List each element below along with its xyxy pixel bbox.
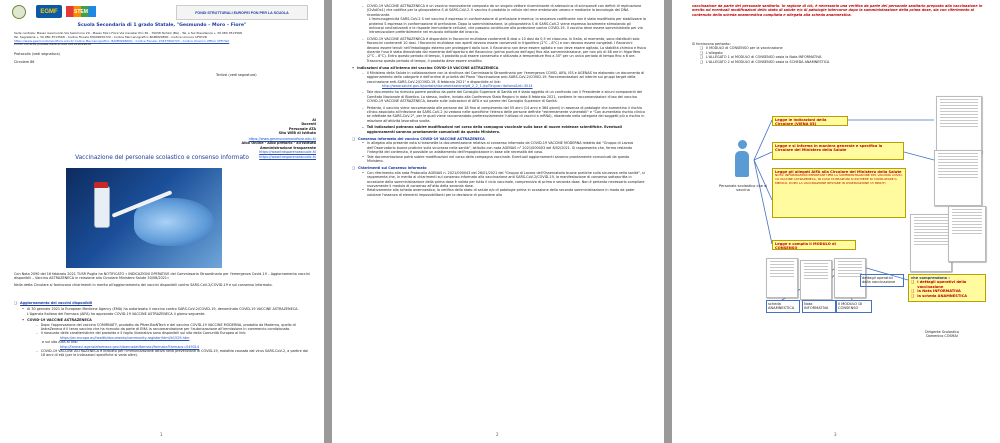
checkbox-bullet-icon: ❑	[911, 280, 915, 285]
contact-line[interactable]: https://www.gesmundomorofiore.edu.it/ Codice Meccanografico: BAMM29800Q - Codice Fiscale: 93437800723 - Codice Univoco Ufficio UFE7GX	[14, 38, 230, 43]
paragraph: Il Ministero della Salute in collaborazione con la struttura del Commissario Straordinario per l'emergenza COVID, AIFA, ISS e AGENAS ha elaborato un documento di aggiornamento della categorie e dell'ordine di priorità del Piano "Vaccinazione anti-SARS-CoV-2/COVID-19. Raccomandazioni ad interim sui gruppi target della vaccinazione anti-SARS-CoV-2/COVID-19. 8 febbraio 2021" e disponibile al link:	[366, 70, 645, 84]
attachment-text: L'ALLEGATO 1 al MODULO di CONSENSO ossia la Nota INFORMATIVA	[706, 55, 822, 60]
section-heading-vaccini	[14, 301, 310, 305]
trasparenza-link[interactable]: https://www.trasparenzascuole.it/	[259, 154, 316, 159]
paragraph: Tali indicazioni potranno subire modificazioni nel corso della campagna vaccinale sulla base di nuove evidenze scientifiche. Eventuali aggiornamenti saranno prontamente comunicati da questo Ministero.	[366, 125, 622, 134]
section-heading-text: Aggiornamento dei vaccini disponibili	[20, 301, 93, 305]
checkbox-bullet-icon: ❑	[352, 166, 356, 171]
dash-icon: –	[362, 105, 364, 110]
step-box-3	[772, 168, 906, 218]
doc-caption-scheda: scheda ANAMNESTICA	[766, 300, 800, 313]
bullet-icon: •	[362, 170, 364, 175]
summary-title: che comprendono :	[911, 276, 950, 280]
list-item	[362, 171, 646, 189]
person-icon	[734, 140, 750, 180]
bullet-icon: •	[22, 307, 24, 312]
paragraph: COVID-19 VACCINE ASTRAZENECA è un vaccino monovalente composto da un singolo vettore ricombinante di adenovirus di scimpanzé con deficit di replicazione (ChAdOx1) che codifica per la glicoproteina S di SARS-CoV-2. Il vaccino è prodotto in cellule del rene embrionale umano e mediante la tecnologia del DNA ricombinante.	[366, 4, 642, 17]
doc-caption-modulo: Il MODULO DI CONSENSO	[836, 300, 872, 313]
sub-list-text: e sul sito AIFA al link:	[42, 340, 78, 345]
recipient: Ai	[312, 118, 316, 122]
summary-item-text: la scheda ANAMNESTICA	[917, 293, 968, 298]
signature-name: Domenico COSMAI	[926, 334, 958, 339]
dash-icon: –	[362, 4, 364, 8]
document-thumbnail	[910, 214, 952, 272]
bullet-icon: •	[22, 318, 25, 323]
document-page-2	[332, 0, 664, 443]
document-title: Vaccinazione del personale scolastico e consenso informato	[75, 155, 249, 161]
top-text: vaccinazione da parte del personale sanitario. In ragione di ciò, è necessaria una verifica da parte del personale sanitario preposto alla vaccinazione in merito ad eventuali modificazioni dello stato di salute e/o di patologie intercorse dopo la somministrazione della prima dose, sia con riferimento al contenuto della scheda anamnestica compilata e allegata alla scheda anamnestica.	[692, 4, 983, 17]
attachments-intro: Si forniscono pertanto:	[692, 42, 731, 46]
glove-hand-shape	[134, 198, 214, 246]
list-item	[362, 90, 646, 103]
aifa-link[interactable]: http://farmaci.agenziafarmaco.gov.it/bancadatifarmaci/farmaco?farmaco=049314	[60, 344, 200, 349]
step-box-2: Legge e si informa in maniera generale e specifica la Circolare del Ministero della Salute	[772, 142, 904, 160]
sub-list-text: COVID-19 VACCINE ASTRAZENECA è indicato per l'immunizzazione attiva nella prevenzione di COVID-19, malattia causata dal virus SARS-CoV-2, a partire dai 18 anni di età (per le indicazioni specifiche si veda oltre).	[40, 349, 308, 358]
trasparenza-link[interactable]: https://www.trasparenzascuole.it/	[259, 150, 316, 155]
contact-line: Conto corrente postale della scuola 001019049638	[14, 42, 91, 47]
terlizzi-date: Terlizzi (vedi segnatura)	[216, 73, 257, 77]
summary-item	[911, 294, 983, 298]
attachment-text: L'allegato	[706, 50, 723, 55]
document-thumbnail	[948, 206, 986, 262]
section-heading-text: Chiarimenti sul Consenso informato	[358, 166, 427, 171]
summary-item	[911, 280, 983, 289]
salute-gov-link[interactable]: http://www.salute.gov.it/portale/documentazione/p6_2_2_1.jsp?lingua=italiano&id=3014	[382, 83, 533, 88]
circular-number: Circolare 86	[14, 60, 35, 64]
list-item	[362, 188, 646, 197]
ec-europa-link[interactable]: https://ec.europa.eu/health/documents/community-register/html/h1529.htm	[60, 335, 190, 340]
arrow-line	[754, 120, 772, 160]
bullet-icon: •	[362, 188, 364, 193]
paragraph: Pertanto, il vaccino viene raccomandato alle persone dai 18 fino al compimento dei 55 anni (14 anni e 364 giorni) in assenza di patologie che aumentino il rischio clinico associato all'infezione da SARS-CoV-2 (si vedano nelle specifiche l'elenco delle persone definite "estremamente vulnerabili" e "Con aumentato rischio clinico se infettate da SARS-CoV-2", per le quali viene raccomandato preferenzialmente l'utilizzo di vaccini a mRNA), ribadendo nella categoria dei soggetti più a rischio in relazione all'attività lavorativa svolta.	[366, 105, 645, 123]
bullet-icon: •	[352, 66, 355, 71]
checkbox-bullet-icon: ❑	[700, 59, 704, 64]
list-item	[362, 155, 646, 164]
attachment-text: Il MODULO di CONSENSO per la vaccinazione	[706, 46, 783, 51]
intro-paragraph: Nella detta Circolare si forniscono chiarimenti in merito all'aggiornamento dei vaccini disponibili contro SARS-CoV-2/COVID-19 e sul consenso informato.	[14, 282, 273, 287]
document-page-3	[672, 0, 1000, 443]
dash-icon: –	[362, 70, 364, 75]
page-number: 3	[834, 432, 837, 437]
school-website-link[interactable]: https://www.gesmundomorofiore.edu.it/	[248, 137, 316, 141]
dash-icon: –	[362, 90, 364, 95]
list-item-text: Al 30 gennaio 2021 la European Medicine Agency (EMA) ha autorizzato il vaccino contro SARS-CoV-2/COVID-19, denominato COVID-19 VACCINE ASTRAZENECA. L'Agenzia Italiana del Farmaco (AIFA) ha approvato COVID-19 VACCINE ASTRAZENECA il giorno seguente.	[27, 307, 299, 316]
step-box-1: Legge le indicazioni della Circolare (VIENA 05)	[772, 116, 848, 126]
step-box-3-title: Legge gli allegati AIFA alla Circolare del Ministero della Salute	[775, 170, 902, 174]
paragraph: Tale documentazione potrà subire modificazioni nel corso della campagna vaccinale. Eventuali aggiornamenti saranno prontamente comunicati da questo Ministero.	[367, 154, 630, 163]
vial-shape	[94, 186, 110, 228]
albo-online-label: Albo Online - Albo pretorio - all'Istituto	[241, 141, 316, 146]
list-item	[362, 71, 646, 84]
page-number: 2	[496, 432, 499, 437]
list-item	[362, 125, 646, 134]
sub-list-item	[36, 323, 310, 332]
checkbox-bullet-icon: ❑	[352, 136, 356, 141]
paragraph: L'immunogenicità SARS-CoV-2 S nel vaccino è espresso in conformazione di prefusione trimerica; la sequenza codificante non è stata modificata per stabilizzare la proteina S espressa in conformazione di prefusione. Dopo la somministrazione, la glicoproteina S di SARS-CoV-2 viene espressa localmente stimolando gli anticorpi neutralizzanti e le risposte immunitarie cellulari, che possono contribuire alla protezione contro COVID-19. Il vaccino deve essere somministrato per via intramuscolare preferibilmente nel muscolo deltoide del braccio.	[369, 17, 647, 35]
dash-icon: –	[36, 322, 38, 327]
checkbox-bullet-icon: ❑	[14, 301, 18, 305]
sub-list	[36, 323, 310, 358]
document-thumbnail	[766, 258, 798, 298]
stem-logo: STEM	[66, 6, 96, 17]
paragraph: Relativamente alla scheda anamnestica, la verifica dello stato di salute e/o di patologie prima in occasione della seconda somministrazione in modo da poter valutare l'assenza di elementi impossibilitanti per la decisione di procedere alla	[367, 188, 635, 197]
checkbox-bullet-icon: ❑	[700, 55, 704, 60]
recipients-block	[250, 118, 316, 136]
italy-emblem-icon	[12, 5, 26, 19]
section-heading-text: Indicazioni d'uso all'interno del vaccino COVID-19 VACCINE ASTRAZENECA	[357, 66, 499, 71]
bullet-icon: •	[362, 154, 364, 159]
school-name: Scuola Secondaria di 1 grado Statale, "Gesmundo – Moro – Fiore"	[77, 23, 247, 28]
paragraph: Con riferimento alla nota Protocollo AGENAS n. 2021/000043 del 26/01/2021 del "Gruppo di Lavoro dell'Osservatorio buone pratiche sulla sicurezza nella sanità", si rappresenta che, in merito ai chiarimenti sul consenso informato alla vaccinazione anti SARS-CoV-2/COVID-19, la manifestazione di consenso sottoscritta in occasione della somministrazione della prima dose è valida per tutto il ciclo vaccinale, comprensivo di prima e seconda dose. Non è pertanto necessario compilare nuovamente il modulo di consenso all'atto della seconda dose.	[367, 170, 645, 189]
step-box-3-detail: NOTA: INFORMAZIONI IMPORTANTI PER LA SOMMINISTRAZIONE DEL VACCINO COVID-19 VACCINE ASTRAZENECA, IN CASO DI REAZIONI SI RICHIEDE DI CONSULTARE IL MEDICO, DOPO LA VACCINAZIONE RESTARE IN OSSERVAZIONE 15 MINUTI	[775, 173, 903, 185]
step-box-4: Legge e compila il MODULO di CONSENSO	[772, 240, 856, 250]
recipient: Docenti	[301, 122, 316, 127]
figure-label: Personale scolastico che si vaccina	[719, 184, 767, 193]
vaccines-section	[14, 301, 310, 358]
doc-caption-dettagli: dettagli operativi della vaccinazione	[860, 274, 904, 287]
pon-banner: FONDI STRUTTURALI EUROPEI PON PER LA SCUOLA	[176, 5, 308, 20]
list-item	[362, 4, 646, 17]
dash-icon: –	[36, 349, 38, 354]
recipient: Personale ATA	[288, 126, 316, 131]
dash-icon: –	[36, 331, 38, 336]
list-item	[362, 37, 646, 63]
document-page-1	[0, 0, 324, 443]
document-thumbnail	[800, 260, 832, 300]
sub-list-item	[36, 349, 310, 358]
arrow-line	[754, 160, 772, 244]
checkbox-bullet-icon: ❑	[700, 50, 704, 55]
contacts-block	[14, 32, 314, 47]
list-item-text: COVID-19 VACCINE ASTRAZENECA	[27, 318, 92, 323]
vial-cap-shape	[94, 182, 108, 188]
attachment-text: L'ALLEGATO 2 al MODULO di CONSENSO ossia la SCHEDA ANAMNESTICA	[706, 59, 830, 64]
page-number: 1	[160, 432, 163, 437]
section-heading-text: Consenso informato del vaccino COVID-19 VACCINE ASTRAZENECA	[358, 136, 485, 141]
signature-role: Dirigente Scolastico	[925, 330, 959, 334]
summary-item-text: i dettagli operativi della vaccinazione	[917, 280, 967, 289]
checkbox-bullet-icon: ❑	[911, 289, 915, 294]
intro-paragraph: Con Nota 2090 del 16 febbraio 2021 TUSR Puglia ha NOTIFICATO « INDICAZIONI OPERATIVE del Commissario Straordinario per l'emergenza Covid-19 – Aggiornamento vaccini disponibili – Vaccino ASTRAZENECA in relazione alla Circolare Ministero Salute 30/08/2021»	[14, 272, 310, 281]
protocol-number: Protocollo (vedi segnatura)	[14, 52, 60, 56]
dash-icon: –	[362, 125, 364, 130]
summary-item-text: la Nota INFORMATIVA	[917, 289, 961, 294]
arrow-line	[754, 160, 772, 200]
list-item	[362, 106, 646, 124]
document-thumbnail	[934, 150, 982, 206]
paragraph: Tale documento ha ricevuto parere positivo da parte del Consiglio Superiore di Sanità ed è stato oggetto di un confronto con il Presidente e alcuni componenti del Comitato Nazionale di Bioetica. Lo stesso, inoltre, inviato alla Conferenza Stato Regioni in data 8 febbraio 2021, contiene le raccomandazioni d'uso del vaccino COVID-19 VACCINE ASTRAZENECA, basate sulle indicazioni di AIFA e sul parere del Consiglio Superiore di Sanità.	[366, 90, 643, 104]
paragraph: COVID-19 VACCINE ASTRAZENECA è disponibile in flaconcini multidose contenenti 8 dosi o 10 dosi da 0,5 ml ciascuna. In Italia, al momento, sono distribuiti solo flaconcini contenenti 10 dosi. I flaconcini multidose non aperti devono essere conservati in frigorifero (2°C – 8°C) e non devono essere congelati. I flaconcini devono essere tenuti nell'imballaggio esterno per proteggerli dalla luce. Il flaconcino non deve essere agitato e non deve essere agitato. La stabilità chimica e fisica durante l'uso è stata dimostrata dal momento dell'apertura del flaconcino (prima puntura dell'ago) fino alla somministrazione, per non più di 48 ore in frigorifero (2°C – 8°C). Entro questo periodo di tempo, il prodotto può essere conservato e utilizzato a temperature fino a 30° per un unico periodo di tempo fino a 6 ore. Trascorso questo periodo di tempo, il prodotto deve essere smaltito.	[366, 36, 646, 63]
summary-box	[908, 274, 986, 302]
signature-block	[902, 330, 982, 339]
checkbox-bullet-icon: ❑	[911, 293, 915, 298]
checkbox-bullet-icon: ❑	[700, 46, 704, 51]
trasparenza-label: Amministrazione trasparente	[259, 145, 316, 150]
list-item	[362, 141, 646, 154]
arrow-line	[904, 152, 934, 160]
document-thumbnail	[936, 96, 982, 154]
sub-list-text: Il riassunto delle caratteristiche del prodotto e il foglio illustrativo sono disponibili sul sito della Comunità Europea al link:	[40, 331, 247, 336]
dash-icon: –	[362, 36, 364, 41]
contact-line: Tel. Segreteria + 39 080 3513568 - Codice Fiscale 83009650720 - Codice Meccanografico BAMM29800 - Codice univoco UF6T2R	[14, 34, 207, 39]
intro-text	[14, 272, 310, 287]
egmf-logo: EGMF	[36, 5, 62, 18]
recipient: Sito WEB di Istituto	[278, 131, 316, 136]
paragraph: In allegato alla presente nota si trasmette la documentazione relativa al consenso informato da COVID-19 VACCINE MODERNA redatto dal "Gruppo di Lavoro dell'Osservatorio buone pratiche sulla sicurezza nella sanità", istituito con nota AGENAS n° 2021/000003 del 8/02/2021. Si rappresenta che, ferma restando l'integrità del contenuto, è possibile un adattamento dell'impaginazione in base alle necessità del caso.	[367, 141, 634, 155]
contact-line: Sede centrale: Plesso Gesmundo Via Salomone 29 - Plesso Moro Fiore Via Cavalier Pici 36 - 70038 Terlizzi (BA) - Tel. e fax Presidenza + 39 080 3513568	[14, 31, 242, 35]
page2-body	[352, 4, 646, 197]
bullet-icon: •	[362, 141, 364, 146]
vaccination-photo	[66, 168, 222, 268]
list-item	[22, 307, 310, 316]
doc-caption-nota: Nota INFORMATIVA	[802, 300, 836, 313]
sub-list-text: Dopo l'approvazione del vaccino COMIRNATY, prodotto da Pfizer-BioNTech e del vaccino COVID-19 VACCINE MODERNA, prodotto da Moderna, quello di AstraZeneca è il terzo vaccino che ha ricevuto da parte di EMA la raccomandazione per l'autorizzazione all'immissione in commercio condizionata.	[40, 322, 296, 332]
